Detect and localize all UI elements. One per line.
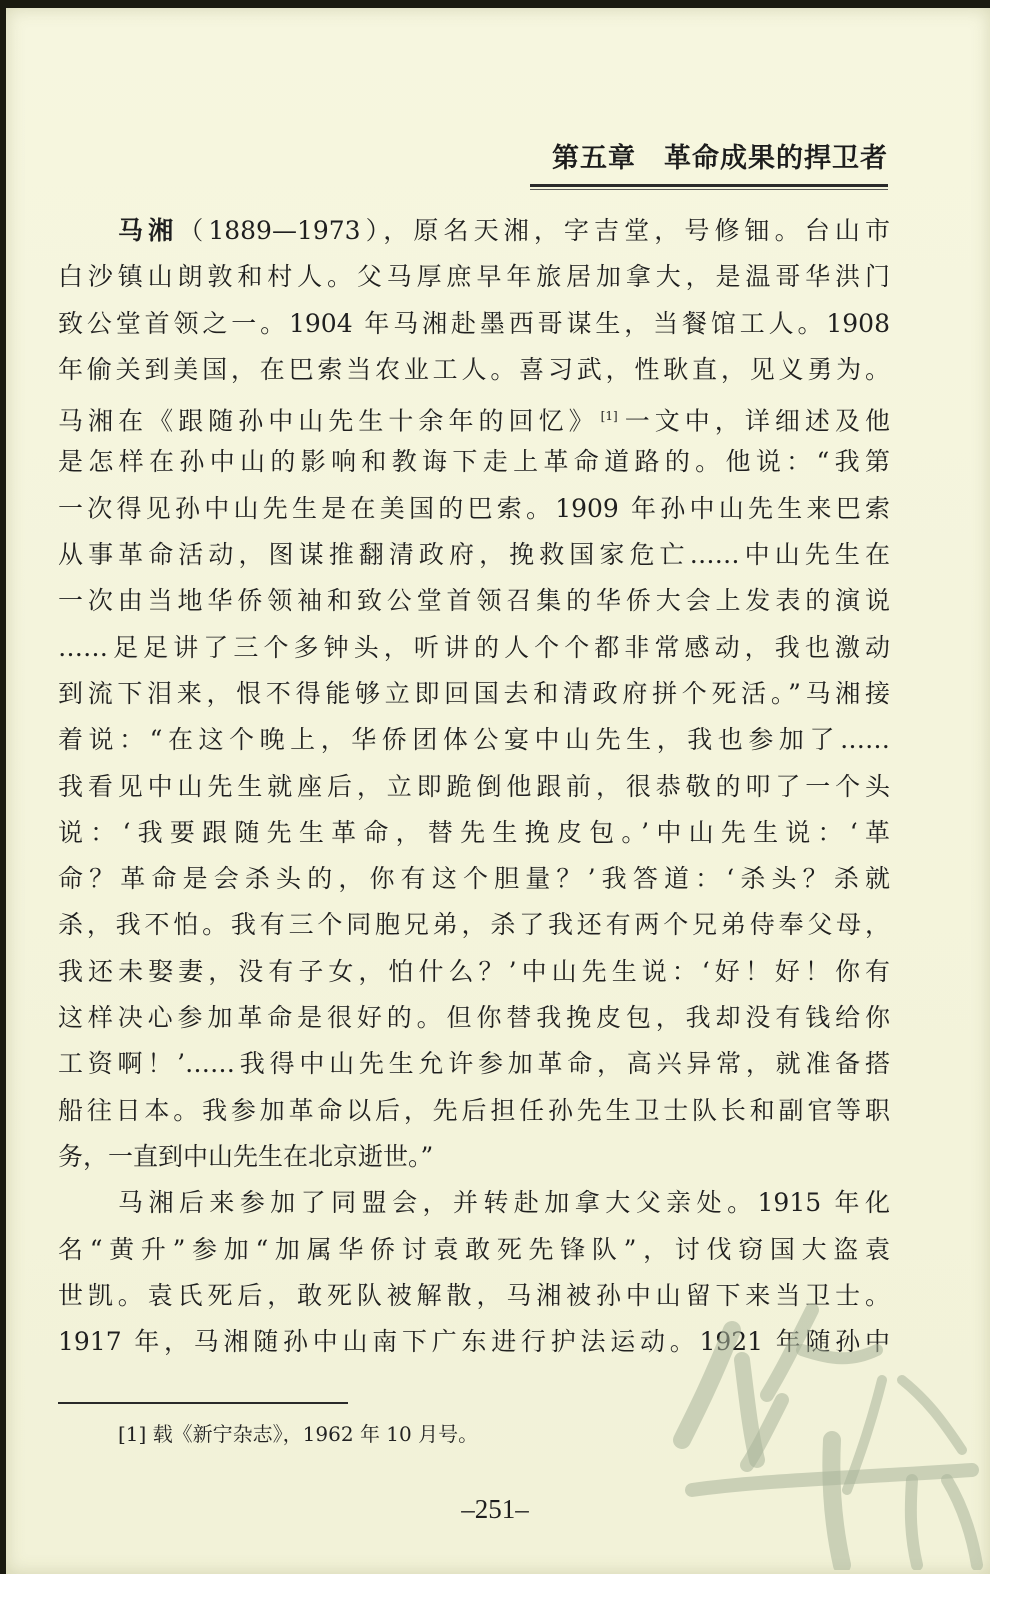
footnote-rule	[58, 1402, 348, 1404]
text-line	[58, 393, 890, 439]
text-line: 世凯。袁氏死后，敢死队被解散，马湘被孙中山留下来当卫士。	[58, 1280, 890, 1310]
text-line: 白沙镇山朗敦和村人。父马厚庶早年旅居加拿大，是温哥华洪门	[58, 262, 890, 292]
text-line: 着说：“在这个晚上，华侨团体公宴中山先生，我也参加了……	[58, 725, 890, 755]
text-line: 我还未娶妻，没有子女，怕什么？’中山先生说：‘好！好！你有	[58, 956, 890, 986]
text-line: ……足足讲了三个多钟头，听讲的人个个都非常感动，我也激动	[58, 632, 890, 662]
text-line: 杀，我不怕。我有三个同胞兄弟，杀了我还有两个兄弟侍奉父母，	[58, 910, 890, 940]
running-head-rule	[530, 184, 888, 187]
text-line: 一次由当地华侨领袖和致公堂首领召集的华侨大会上发表的演说	[58, 586, 890, 616]
text-line	[58, 208, 890, 254]
text-line: 说：‘我要跟随先生革命，替先生挽皮包。’中山先生说：‘革	[58, 817, 890, 847]
footnote-reference: [1]	[600, 409, 618, 424]
text-segment: 马湘在《跟随孙中山先生十余年的回忆》	[58, 406, 599, 436]
text-line: 命？革命是会杀头的，你有这个胆量？’我答道：‘杀头？杀就	[58, 864, 890, 894]
text-line: 我看见中山先生就座后，立即跪倒他跟前，很恭敬的叩了一个头	[58, 771, 890, 801]
text-line: 从事革命活动，图谋推翻清政府，挽救国家危亡……中山先生在	[58, 540, 890, 570]
footnote-text: [1] 载《新宁杂志》，1962 年 10 月号。	[118, 1422, 479, 1446]
running-head-rule-thin	[530, 189, 888, 190]
body-text	[58, 208, 890, 1365]
scan-margin-bottom	[0, 1574, 1024, 1614]
scan-margin-right	[990, 0, 1024, 1614]
text-line: 船往日本。我参加革命以后，先后担任孙先生卫士队长和副官等职	[58, 1095, 890, 1125]
text-segment: 一文中，详细述及他	[619, 406, 890, 436]
page-number: –251–	[461, 1494, 529, 1524]
text-line: 是怎样在孙中山的影响和教诲下走上革命道路的。他说：“我第	[58, 447, 890, 477]
text-line: 马湘后来参加了同盟会，并转赴加拿大父亲处。1915 年化	[118, 1188, 890, 1218]
watermark-calligraphy	[672, 1290, 992, 1570]
text-line: 致公堂首领之一。1904 年马湘赴墨西哥谋生，当餐馆工人。1908	[58, 308, 890, 338]
text-line: 1917 年，马湘随孙中山南下广东进行护法运动。1921 年随孙中	[58, 1327, 890, 1357]
text-line: 到流下泪来，恨不得能够立即回国去和清政府拼个死活。”马湘接	[58, 678, 890, 708]
person-name: 马湘	[118, 216, 179, 245]
text-line: 工资啊！’……我得中山先生允许参加革命，高兴异常，就准备搭	[58, 1049, 890, 1079]
text-line: 年偷关到美国，在巴索当农业工人。喜习武，性耿直，见义勇为。	[58, 354, 890, 384]
text-segment: （1889—1973），原名天湘，字吉堂，号修钿。台山市	[178, 216, 890, 245]
text-line: 务，一直到中山先生在北京逝世。”	[58, 1141, 434, 1171]
chapter-running-head: 第五章 革命成果的捍卫者	[552, 143, 888, 174]
text-line: 名“黄升”参加“加属华侨讨袁敢死先锋队”，讨伐窃国大盗袁	[58, 1234, 890, 1264]
text-line: 这样决心参加革命是很好的。但你替我挽皮包，我却没有钱给你	[58, 1003, 890, 1033]
text-line: 一次得见孙中山先生是在美国的巴索。1909 年孙中山先生来巴索	[58, 493, 890, 523]
